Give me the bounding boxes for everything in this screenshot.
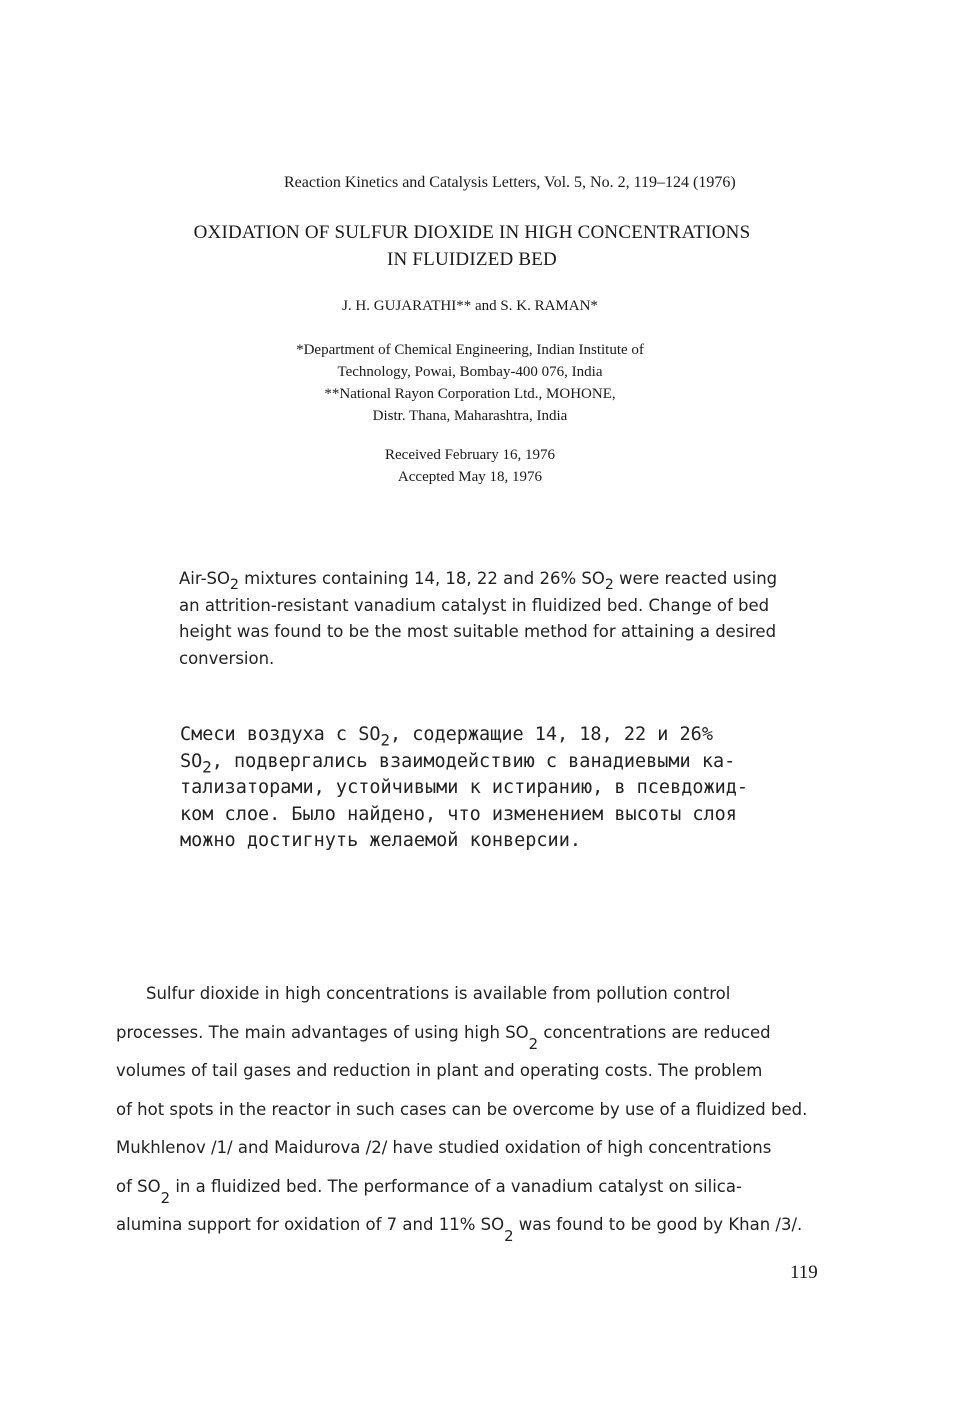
abstract-ru-line: тализаторами, устойчивыми к истиранию, в псевдожид- xyxy=(180,777,749,798)
received-date: Received February 16, 1976 xyxy=(385,447,555,463)
publication-dates xyxy=(240,444,700,488)
body-text xyxy=(116,984,846,1254)
body-line: Sulfur dioxide in high concentrations is available from pollution control xyxy=(146,984,731,1003)
title-line-1: OXIDATION OF SULFUR DIOXIDE IN HIGH CONCENTRATIONS xyxy=(193,222,751,243)
body-line: processes. The main advantages of using high SO2 concentrations are reduced xyxy=(116,1022,771,1053)
abstract-ru-line: ком слое. Было найдено, что изменением высоты слоя xyxy=(180,803,737,825)
affiliations xyxy=(180,339,760,427)
paper-title xyxy=(140,219,804,273)
abstract-en-line: conversion. xyxy=(179,648,275,668)
abstract-ru-line: можно достигнуть желаемой конверсии. xyxy=(180,830,581,851)
abstract-en-line: height was found to be the most suitable method for attaining a desired xyxy=(179,622,777,641)
abstract-ru-line: $SO_2$, подвергались взаимодействию с ванадиевыми ка- xyxy=(180,750,736,776)
abstract-en-line: Air-$SO_2$ mixtures containing 14, 18, 22 and 26% $SO_2$ were reacted using xyxy=(179,569,778,593)
page-number: 119 xyxy=(790,1262,818,1283)
body-line: of SO2 in a fluidized bed. The performance of a vanadium catalyst on silica- xyxy=(116,1176,742,1207)
abstract-ru-line: Смеси воздуха с $SO_2$, содержащие 14, 18, 22 и 26% xyxy=(180,724,713,750)
journal-reference: Reaction Kinetics and Catalysis Letters, Vol. 5, No. 2, 119–124 (1976) xyxy=(284,174,736,191)
affiliation-line: *Department of Chemical Engineering, Indian Institute of xyxy=(296,342,644,358)
body-line: alumina support for oxidation of 7 and 11% SO2 was found to be good by Khan /3/. xyxy=(116,1215,803,1246)
body-line: Mukhlenov /1/ and Maidurova /2/ have studied oxidation of high concentrations xyxy=(116,1138,772,1157)
abstract-english xyxy=(179,566,829,672)
abstract-en-line: an attrition-resistant vanadium catalyst in fluidized bed. Change of bed xyxy=(179,595,770,615)
accepted-date: Accepted May 18, 1976 xyxy=(397,469,543,485)
affiliation-line: **National Rayon Corporation Ltd., MOHONE, xyxy=(324,386,616,402)
affiliation-line: Technology, Powai, Bombay-400 076, India xyxy=(337,364,603,380)
abstract-russian xyxy=(180,722,830,855)
body-line: of hot spots in the reactor in such cases can be overcome by use of a fluidized bed. xyxy=(116,1099,808,1119)
body-line: volumes of tail gases and reduction in plant and operating costs. The problem xyxy=(116,1061,763,1080)
title-line-2: IN FLUIDIZED BED xyxy=(387,249,557,270)
affiliation-line: Distr. Thana, Maharashtra, India xyxy=(372,408,568,424)
authors: J. H. GUJARATHI** and S. K. RAMAN* xyxy=(342,298,598,314)
